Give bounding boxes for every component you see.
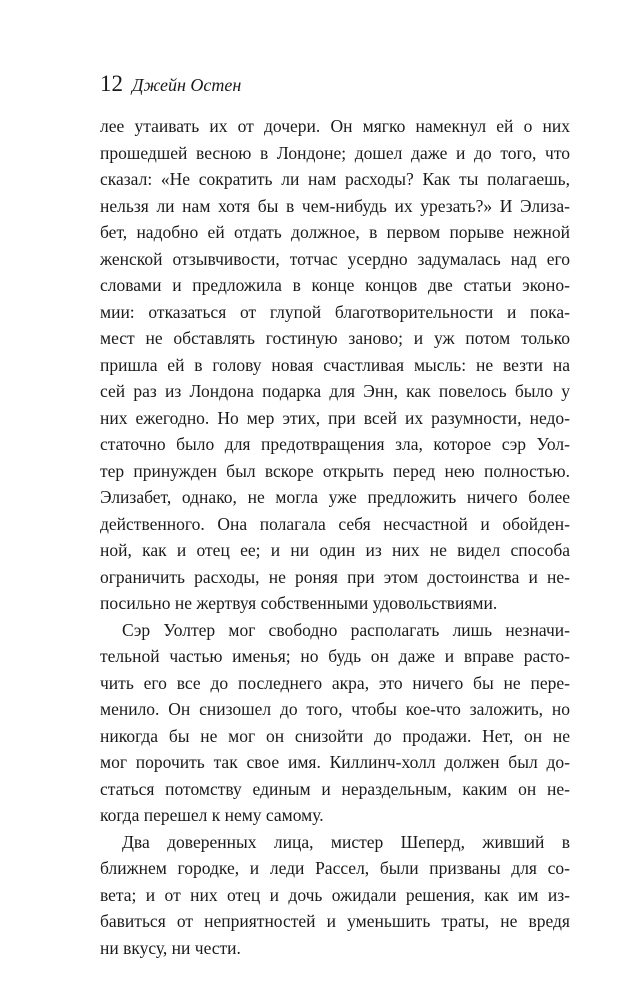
text-line: бавиться от неприятностей и уменьшить траты, не вредя bbox=[100, 911, 570, 931]
text-line: пришла ей в голову новая счастливая мысль: не везти на bbox=[100, 354, 570, 375]
text-line: ограничить расходы, не роняя при этом достоинства и не- bbox=[100, 566, 570, 587]
text-line: чить его все до последнего акра, это ничего бы не пере- bbox=[100, 672, 570, 693]
text-line: статься потомству единым и нераздельным, каким он не- bbox=[100, 778, 570, 799]
text-line: ни вкусу, ни чести. bbox=[100, 937, 241, 958]
text-line: ной, как и отец ее; и ни один из них не видел способа bbox=[100, 540, 570, 560]
text-line: действенного. Она полагала себя несчастной и обойден- bbox=[100, 513, 570, 534]
text-line: ближнем городке, и леди Рассел, были призваны для со- bbox=[100, 858, 570, 878]
paragraph bbox=[100, 617, 570, 829]
text-line: мии: отказаться от глупой благотворительности и пока- bbox=[100, 301, 570, 322]
running-head: Джейн Остен bbox=[132, 75, 242, 95]
text-line: лее утаивать их от дочери. Он мягко намекнул ей о них bbox=[100, 116, 570, 136]
text-line: вета; и от них отец и дочь ожидали решения, как им из- bbox=[100, 884, 570, 905]
text-line: мог порочить так свое имя. Киллинч-холл должен был до- bbox=[100, 752, 570, 772]
text-line: тер принужден был вскоре открыть перед нею полностью. bbox=[100, 460, 570, 481]
text-line: бет, надобно ей отдать должное, в первом порыве нежной bbox=[100, 222, 570, 242]
text-line: менило. Он снизошел до того, чтобы кое-что заложить, но bbox=[100, 699, 570, 719]
text-line: статочно было для предотвращения зла, которое сэр Уол- bbox=[100, 434, 570, 454]
text-line: словами и предложила в конце концов две статьи эконо- bbox=[100, 275, 570, 295]
page-header bbox=[100, 71, 241, 105]
text-line: никогда бы не мог он снизойти до продажи. Нет, он не bbox=[100, 725, 570, 746]
body-text bbox=[100, 113, 570, 961]
text-line: посильно не жертвуя собственными удовольствиями. bbox=[100, 593, 498, 613]
page-number: 12 bbox=[100, 71, 123, 96]
text-line: женской отзывчивости, тотчас усердно задумалась над его bbox=[100, 248, 570, 269]
paragraph bbox=[100, 113, 570, 617]
text-line: Сэр Уолтер мог свободно располагать лишь незначи- bbox=[122, 619, 570, 640]
text-line: мест не обставлять гостиную заново; и уж потом только bbox=[100, 328, 570, 348]
text-line: Два доверенных лица, мистер Шеперд, живший в bbox=[122, 831, 570, 852]
text-line: сказал: «Не сократить ли нам расходы? Как ты полагаешь, bbox=[100, 169, 570, 189]
text-line: Элизабет, однако, не могла уже предложить ничего более bbox=[100, 487, 570, 507]
text-line: тельной частью именья; но будь он даже и вправе расто- bbox=[100, 646, 570, 666]
text-line: сей раз из Лондона подарка для Энн, как повелось было у bbox=[100, 381, 570, 401]
text-line: прошедшей весною в Лондоне; дошел даже и до того, что bbox=[100, 142, 570, 163]
text-line: них ежегодно. Но мер этих, при всей их разумности, недо- bbox=[100, 407, 570, 428]
text-line: нельзя ли нам хотя бы в чем-нибудь их урезать?» И Элиза- bbox=[100, 195, 570, 216]
paragraph bbox=[100, 829, 570, 962]
text-line: когда перешел к нему самому. bbox=[100, 805, 324, 825]
